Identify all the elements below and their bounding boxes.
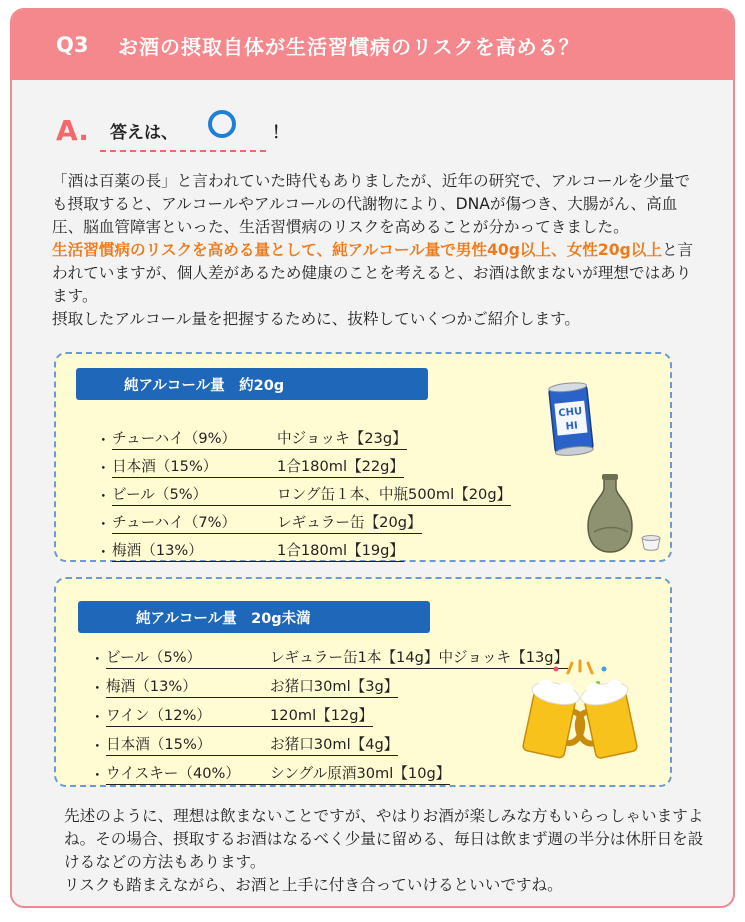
intro-paragraph-2: と言われていますが、個人差があるため健康のことを考えると、お酒は飲まないが理想ではあります。	[52, 241, 694, 305]
intro-text	[52, 170, 702, 331]
list-item: ・ ビール（5%） レギュラー缶1本【14g】中ジョッキ【13g】	[90, 647, 568, 669]
drink-amount: 中ジョッキ【23g】	[277, 430, 407, 447]
drink-name: ビール（5%）	[106, 649, 202, 666]
drink-name: 日本酒（15%）	[112, 458, 218, 475]
list-item: ・ チューハイ（9%） 中ジョッキ【23g】	[96, 428, 407, 450]
alcohol-box-under-20g	[54, 577, 672, 787]
box-title: 純アルコール量 20g未満	[78, 601, 430, 633]
list-item: ・ ウイスキー（40%） シングル原酒30ml【10g】	[90, 763, 450, 785]
answer-suffix: ！	[272, 122, 289, 143]
drink-name: 梅酒（13%）	[112, 542, 203, 559]
drink-name: 梅酒（13%）	[106, 678, 197, 695]
list-item: ・ 梅酒（13%） お猪口30ml【3g】	[90, 676, 398, 698]
closing-text	[64, 805, 704, 897]
drink-name: ビール（5%）	[112, 486, 208, 503]
question-number: Q3	[56, 33, 89, 57]
drink-amount: お猪口30ml【4g】	[270, 736, 399, 753]
closing-paragraph-2: リスクも踏まえながら、お酒と上手に付き合っていけるといいですね。	[64, 876, 563, 894]
answer-text: 答えは、	[110, 122, 178, 143]
drink-amount: レギュラー缶【20g】	[277, 514, 422, 531]
answer-label: A.	[56, 113, 89, 147]
drink-amount: レギュラー缶1本【14g】中ジョッキ【13g】	[270, 649, 569, 666]
question-header	[12, 10, 733, 80]
closing-paragraph-1: 先述のように、理想は飲まないことですが、やはりお酒が楽しみな方もいらっしゃいますよね。その場合、摂取するお酒はなるべく少量に留める、毎日は飲まず週の半分は休肝日を設けるなどの方法もあります。	[64, 807, 704, 871]
list-item: ・ 梅酒（13%） 1合180ml【19g】	[96, 540, 404, 562]
can-text-top: CHU	[557, 405, 583, 420]
intro-paragraph-1: 「酒は百薬の長」と言われていた時代もありましたが、近年の研究で、アルコールを少量でも摂取すると、アルコールやアルコールの代謝物により、DNAが傷つき、大腸がん、高血圧、脳血管障害といった、生活習慣病のリスクを高めることが分かってきました。	[52, 172, 691, 236]
drink-amount: ロング缶１本、中瓶500ml【20g】	[277, 486, 512, 503]
list-item: ・ チューハイ（7%） レギュラー缶【20g】	[96, 512, 422, 534]
chuhai-can-icon	[546, 380, 598, 458]
drink-name: チューハイ（9%）	[112, 430, 237, 447]
list-item: ・ 日本酒（15%） 1合180ml【22g】	[96, 456, 404, 478]
drink-name: ウイスキー（40%）	[106, 765, 241, 782]
beer-toast-icon	[516, 659, 646, 769]
drink-amount: 1合180ml【19g】	[277, 542, 405, 559]
list-item: ・ ビール（5%） ロング缶１本、中瓶500ml【20g】	[96, 484, 511, 506]
drink-name: ワイン（12%）	[106, 707, 211, 724]
can-text-bottom: HI	[565, 420, 579, 433]
box-title: 純アルコール量 約20g	[76, 368, 428, 400]
alcohol-box-20g	[54, 352, 672, 562]
sake-bottle-icon	[576, 474, 666, 554]
list-item: ・ ワイン（12%） 120ml【12g】	[90, 705, 373, 727]
drink-amount: シングル原酒30ml【10g】	[270, 765, 451, 782]
circle-icon	[208, 110, 236, 138]
drink-name: 日本酒（15%）	[106, 736, 212, 753]
answer-row	[56, 110, 289, 150]
intro-highlight: 生活習慣病のリスクを高める量として、純アルコール量で男性40g以上、女性20g以上	[52, 241, 662, 259]
list-item: ・ 日本酒（15%） お猪口30ml【4g】	[90, 734, 398, 756]
drink-amount: お猪口30ml【3g】	[270, 678, 399, 695]
drink-name: チューハイ（7%）	[112, 514, 237, 531]
intro-paragraph-3: 摂取したアルコール量を把握するために、抜粋していくつかご紹介します。	[52, 310, 581, 328]
drink-amount: 120ml【12g】	[270, 707, 374, 724]
drink-amount: 1合180ml【22g】	[277, 458, 405, 475]
question-text: お酒の摂取自体が生活習慣病のリスクを高める？	[118, 34, 580, 59]
answer-underline	[100, 150, 266, 152]
